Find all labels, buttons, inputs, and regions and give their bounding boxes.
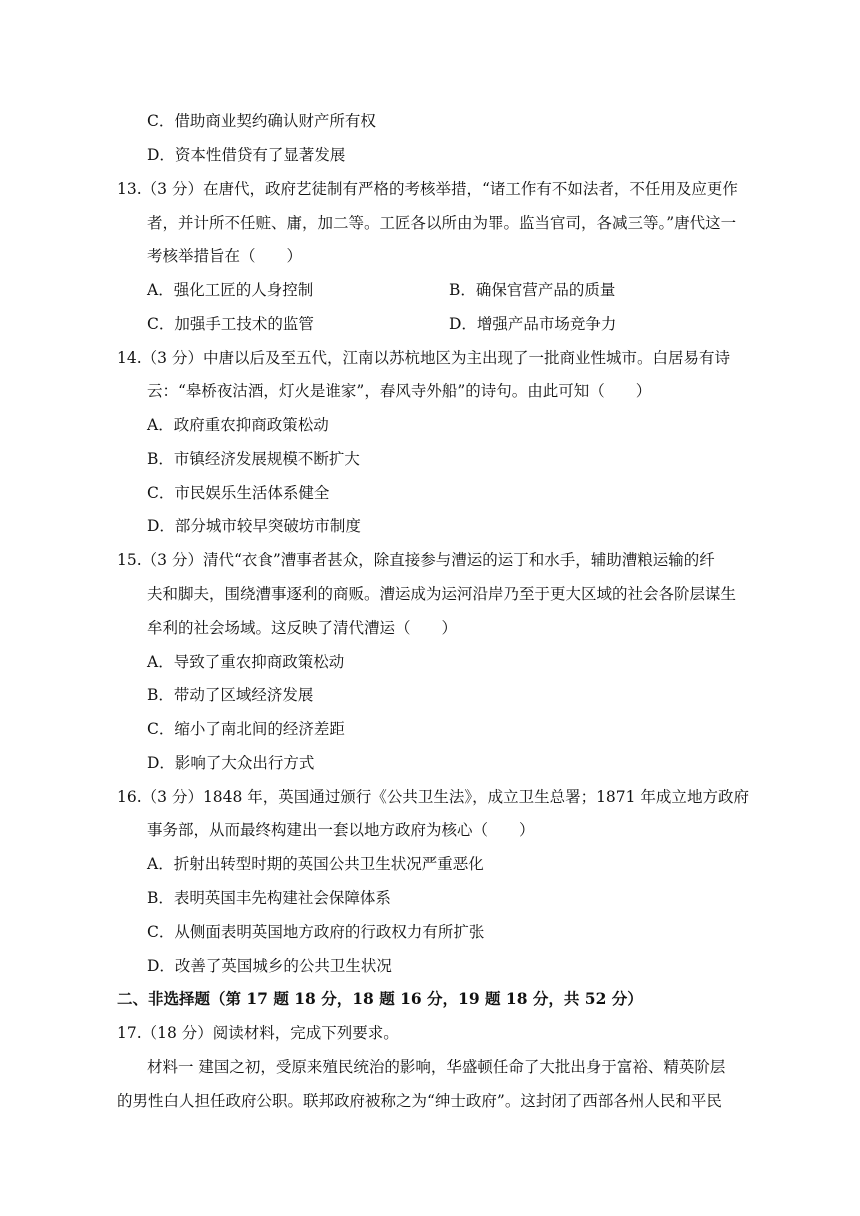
question-15-option-c: C．缩小了南北间的经济差距	[147, 720, 345, 738]
question-14-stem-line-1: 14.（3 分）中唐以后及至五代，江南以苏杭地区为主出现了一批商业性城市。白居易有诗	[117, 349, 730, 367]
question-12-option-c: C．借助商业契约确认财产所有权	[147, 112, 376, 130]
question-14-option-d: D．部分城市较早突破坊市制度	[147, 517, 361, 535]
question-15-option-b: B．带动了区域经济发展	[147, 686, 314, 704]
question-15-stem-line-2: 夫和脚夫，围绕漕事逐利的商贩。漕运成为运河沿岸乃至于更大区域的社会各阶层谋生	[147, 585, 737, 603]
question-12-option-d: D．资本性借贷有了显著发展	[147, 146, 346, 164]
question-13-option-b: B．确保官营产品的质量	[449, 281, 616, 299]
question-15-option-d: D．影响了大众出行方式	[147, 754, 315, 772]
material-1-line-2: 的男性白人担任政府公职。联邦政府被称之为“绅士政府”。这封闭了西部各州人民和平民	[117, 1092, 722, 1110]
question-16-stem-line-2: 事务部，从而最终构建出一套以地方政府为核心（ ）	[147, 821, 535, 839]
question-14-stem-line-2: 云：“皋桥夜沽酒，灯火是谁家”，春风寺外船”的诗句。由此可知（ ）	[147, 382, 652, 400]
question-16-option-d: D．改善了英国城乡的公共卫生状况	[147, 957, 392, 975]
question-16-option-a: A．折射出转型时期的英国公共卫生状况严重恶化	[147, 855, 484, 873]
question-16-stem-line-1: 16.（3 分）1848 年，英国通过颁行《公共卫生法》，成立卫生总署；1871 年成立地方政府	[117, 788, 749, 806]
question-15-stem-line-1: 15.（3 分）清代“衣食”漕事者甚众，除直接参与漕运的运丁和水手，辅助漕粮运输的纤	[117, 551, 715, 569]
question-13-stem-line-3: 考核举措旨在（ ）	[147, 247, 303, 265]
question-16-option-b: B．表明英国丰先构建社会保障体系	[147, 889, 391, 907]
question-13-option-c: C．加强手工技术的监管	[147, 315, 314, 333]
question-14-option-c: C．市民娱乐生活体系健全	[147, 484, 330, 502]
question-13-stem-line-2: 者，并计所不任赃、庸，加二等。工匠各以所由为罪。监当官司，各减三等。”唐代这一	[147, 214, 737, 232]
question-16-option-c: C．从侧面表明英国地方政府的行政权力有所扩张	[147, 923, 485, 941]
question-13-option-d: D．增强产品市场竞争力	[449, 315, 617, 333]
question-15-option-a: A．导致了重农抑商政策松动	[147, 653, 345, 671]
question-15-stem-line-3: 牟利的社会场域。这反映了清代漕运（ ）	[147, 619, 458, 637]
question-17-stem: 17.（18 分）阅读材料，完成下列要求。	[117, 1024, 399, 1042]
material-1-line-1: 材料一 建国之初，受原来殖民统治的影响，华盛顿任命了大批出身于富裕、精英阶层	[147, 1058, 726, 1076]
question-14-option-b: B．市镇经济发展规模不断扩大	[147, 450, 360, 468]
question-14-option-a: A．政府重农抑商政策松动	[147, 416, 329, 434]
question-13-stem-line-1: 13.（3 分）在唐代，政府艺徒制有严格的考核举措，“诸工作有不如法者，不任用及应更作	[117, 180, 738, 198]
question-13-option-a: A．强化工匠的人身控制	[147, 281, 314, 299]
section-2-heading: 二、非选择题（第 17 题 18 分，18 题 16 分，19 题 18 分，共 52 分）	[117, 989, 643, 1008]
